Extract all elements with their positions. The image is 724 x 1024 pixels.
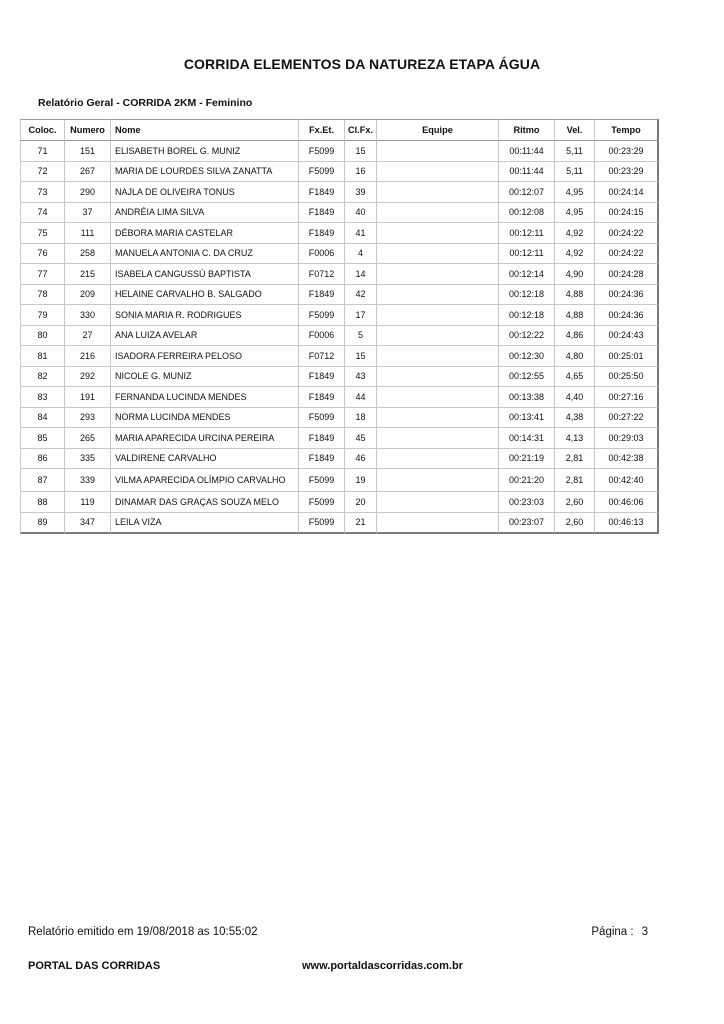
cell-velocidade: 4,40 [554, 387, 594, 408]
cell-classificacao-faixa: 17 [344, 305, 376, 326]
cell-coloc: 76 [20, 244, 64, 265]
cell-numero: 216 [64, 346, 110, 367]
cell-velocidade: 2,60 [554, 492, 594, 513]
cell-faixa-etaria: F1849 [298, 223, 344, 244]
cell-tempo: 00:24:15 [594, 203, 659, 224]
cell-nome: ISADORA FERREIRA PELOSO [110, 346, 298, 367]
report-subtitle: Relatório Geral - CORRIDA 2KM - Feminino [38, 97, 253, 109]
table-row [20, 513, 659, 535]
cell-tempo: 00:24:36 [594, 305, 659, 326]
cell-equipe [376, 141, 498, 162]
cell-classificacao-faixa: 43 [344, 367, 376, 388]
cell-ritmo: 00:14:31 [498, 428, 554, 449]
cell-velocidade: 4,88 [554, 285, 594, 306]
cell-nome: ELISABETH BOREL G. MUNIZ [110, 141, 298, 162]
cell-numero: 27 [64, 326, 110, 347]
cell-coloc: 84 [20, 408, 64, 429]
cell-velocidade: 2,81 [554, 469, 594, 492]
cell-equipe [376, 182, 498, 203]
cell-equipe [376, 492, 498, 513]
cell-classificacao-faixa: 46 [344, 449, 376, 470]
table-row [20, 285, 659, 306]
cell-ritmo: 00:12:22 [498, 326, 554, 347]
table-header-row [20, 119, 659, 141]
cell-coloc: 88 [20, 492, 64, 513]
cell-coloc: 81 [20, 346, 64, 367]
page-label: Página : [591, 926, 634, 938]
cell-tempo: 00:24:36 [594, 285, 659, 306]
cell-nome: ANDRÉIA LIMA SILVA [110, 203, 298, 224]
cell-numero: 335 [64, 449, 110, 470]
cell-faixa-etaria: F1849 [298, 182, 344, 203]
cell-classificacao-faixa: 14 [344, 264, 376, 285]
cell-faixa-etaria: F5099 [298, 492, 344, 513]
cell-nome: DÉBORA MARIA CASTELAR [110, 223, 298, 244]
cell-tempo: 00:46:13 [594, 513, 659, 535]
cell-velocidade: 4,88 [554, 305, 594, 326]
cell-ritmo: 00:12:11 [498, 223, 554, 244]
cell-classificacao-faixa: 20 [344, 492, 376, 513]
results-table [20, 119, 659, 534]
table-row [20, 449, 659, 470]
cell-velocidade: 4,95 [554, 182, 594, 203]
cell-tempo: 00:24:22 [594, 244, 659, 265]
cell-faixa-etaria: F0712 [298, 264, 344, 285]
cell-nome: ANA LUIZA AVELAR [110, 326, 298, 347]
cell-classificacao-faixa: 21 [344, 513, 376, 535]
cell-coloc: 75 [20, 223, 64, 244]
cell-tempo: 00:24:22 [594, 223, 659, 244]
cell-equipe [376, 367, 498, 388]
cell-ritmo: 00:11:44 [498, 162, 554, 183]
cell-numero: 258 [64, 244, 110, 265]
cell-numero: 215 [64, 264, 110, 285]
table-row [20, 469, 659, 492]
site-url: www.portaldascorridas.com.br [302, 960, 463, 972]
table-row [20, 244, 659, 265]
cell-faixa-etaria: F1849 [298, 203, 344, 224]
cell-tempo: 00:42:40 [594, 469, 659, 492]
table-row [20, 387, 659, 408]
header-classificacao-faixa: Cl.Fx. [344, 119, 376, 141]
cell-tempo: 00:24:43 [594, 326, 659, 347]
cell-faixa-etaria: F1849 [298, 367, 344, 388]
table-row [20, 223, 659, 244]
cell-faixa-etaria: F5099 [298, 513, 344, 535]
cell-classificacao-faixa: 45 [344, 428, 376, 449]
cell-classificacao-faixa: 5 [344, 326, 376, 347]
cell-equipe [376, 285, 498, 306]
cell-velocidade: 4,86 [554, 326, 594, 347]
table-row [20, 408, 659, 429]
cell-equipe [376, 326, 498, 347]
cell-coloc: 71 [20, 141, 64, 162]
cell-ritmo: 00:21:19 [498, 449, 554, 470]
cell-equipe [376, 223, 498, 244]
cell-velocidade: 2,81 [554, 449, 594, 470]
table-row [20, 182, 659, 203]
cell-ritmo: 00:13:38 [498, 387, 554, 408]
cell-equipe [376, 408, 498, 429]
cell-tempo: 00:24:14 [594, 182, 659, 203]
cell-faixa-etaria: F0712 [298, 346, 344, 367]
cell-velocidade: 4,95 [554, 203, 594, 224]
cell-equipe [376, 203, 498, 224]
cell-faixa-etaria: F1849 [298, 387, 344, 408]
cell-faixa-etaria: F5099 [298, 469, 344, 492]
cell-numero: 111 [64, 223, 110, 244]
cell-coloc: 87 [20, 469, 64, 492]
brand-name: PORTAL DAS CORRIDAS [28, 960, 161, 972]
cell-faixa-etaria: F1849 [298, 428, 344, 449]
cell-equipe [376, 513, 498, 535]
cell-numero: 330 [64, 305, 110, 326]
cell-nome: NORMA LUCINDA MENDES [110, 408, 298, 429]
cell-nome: VALDIRENE CARVALHO [110, 449, 298, 470]
cell-numero: 292 [64, 367, 110, 388]
cell-velocidade: 4,92 [554, 244, 594, 265]
cell-tempo: 00:29:03 [594, 428, 659, 449]
cell-nome: MARIA DE LOURDES SILVA ZANATTA [110, 162, 298, 183]
cell-coloc: 83 [20, 387, 64, 408]
cell-equipe [376, 162, 498, 183]
table-row [20, 305, 659, 326]
cell-nome: MANUELA ANTONIA C. DA CRUZ [110, 244, 298, 265]
cell-numero: 209 [64, 285, 110, 306]
cell-classificacao-faixa: 44 [344, 387, 376, 408]
cell-tempo: 00:25:01 [594, 346, 659, 367]
cell-faixa-etaria: F1849 [298, 449, 344, 470]
cell-coloc: 77 [20, 264, 64, 285]
cell-coloc: 72 [20, 162, 64, 183]
cell-numero: 151 [64, 141, 110, 162]
cell-faixa-etaria: F5099 [298, 141, 344, 162]
cell-tempo: 00:42:38 [594, 449, 659, 470]
cell-coloc: 82 [20, 367, 64, 388]
cell-tempo: 00:24:28 [594, 264, 659, 285]
cell-equipe [376, 346, 498, 367]
header-ritmo: Ritmo [498, 119, 554, 141]
cell-classificacao-faixa: 15 [344, 141, 376, 162]
cell-ritmo: 00:11:44 [498, 141, 554, 162]
table-row [20, 162, 659, 183]
cell-numero: 265 [64, 428, 110, 449]
cell-classificacao-faixa: 39 [344, 182, 376, 203]
cell-ritmo: 00:12:30 [498, 346, 554, 367]
cell-velocidade: 2,60 [554, 513, 594, 535]
cell-nome: NAJLA DE OLIVEIRA TONUS [110, 182, 298, 203]
cell-classificacao-faixa: 4 [344, 244, 376, 265]
cell-coloc: 89 [20, 513, 64, 535]
cell-classificacao-faixa: 42 [344, 285, 376, 306]
cell-coloc: 73 [20, 182, 64, 203]
cell-coloc: 85 [20, 428, 64, 449]
cell-classificacao-faixa: 41 [344, 223, 376, 244]
cell-faixa-etaria: F5099 [298, 408, 344, 429]
cell-nome: FERNANDA LUCINDA MENDES [110, 387, 298, 408]
table-row [20, 141, 659, 162]
cell-velocidade: 4,90 [554, 264, 594, 285]
cell-faixa-etaria: F5099 [298, 162, 344, 183]
cell-numero: 290 [64, 182, 110, 203]
cell-equipe [376, 305, 498, 326]
cell-ritmo: 00:12:55 [498, 367, 554, 388]
header-faixa-etaria: Fx.Et. [298, 119, 344, 141]
cell-classificacao-faixa: 18 [344, 408, 376, 429]
cell-nome: NICOLE G. MUNIZ [110, 367, 298, 388]
cell-tempo: 00:23:29 [594, 141, 659, 162]
table-row [20, 346, 659, 367]
cell-ritmo: 00:13:41 [498, 408, 554, 429]
cell-numero: 293 [64, 408, 110, 429]
cell-numero: 347 [64, 513, 110, 535]
cell-classificacao-faixa: 15 [344, 346, 376, 367]
cell-coloc: 80 [20, 326, 64, 347]
table-body [20, 141, 659, 534]
cell-tempo: 00:27:16 [594, 387, 659, 408]
header-equipe: Equipe [376, 119, 498, 141]
cell-equipe [376, 469, 498, 492]
cell-numero: 339 [64, 469, 110, 492]
cell-velocidade: 4,92 [554, 223, 594, 244]
cell-coloc: 74 [20, 203, 64, 224]
cell-ritmo: 00:12:14 [498, 264, 554, 285]
cell-equipe [376, 244, 498, 265]
cell-ritmo: 00:12:11 [498, 244, 554, 265]
cell-velocidade: 4,13 [554, 428, 594, 449]
report-title: CORRIDA ELEMENTOS DA NATUREZA ETAPA ÁGUA [183, 56, 541, 72]
cell-tempo: 00:25:50 [594, 367, 659, 388]
cell-nome: LEILA VIZA [110, 513, 298, 535]
cell-ritmo: 00:12:18 [498, 305, 554, 326]
header-velocidade: Vel. [554, 119, 594, 141]
cell-ritmo: 00:23:03 [498, 492, 554, 513]
cell-equipe [376, 387, 498, 408]
cell-velocidade: 5,11 [554, 162, 594, 183]
cell-nome: VILMA APARECIDA OLÍMPIO CARVALHO [110, 469, 298, 492]
header-nome: Nome [110, 119, 298, 141]
cell-velocidade: 5,11 [554, 141, 594, 162]
table-row [20, 492, 659, 513]
cell-nome: HELAINE CARVALHO B. SALGADO [110, 285, 298, 306]
cell-faixa-etaria: F1849 [298, 285, 344, 306]
header-numero: Numero [64, 119, 110, 141]
page-number: 3 [641, 926, 648, 938]
header-coloc: Coloc. [20, 119, 64, 141]
cell-numero: 119 [64, 492, 110, 513]
cell-velocidade: 4,80 [554, 346, 594, 367]
cell-ritmo: 00:12:18 [498, 285, 554, 306]
report-emitted-date: Relatório emitido em 19/08/2018 as 10:55:02 [28, 926, 258, 938]
cell-equipe [376, 428, 498, 449]
cell-faixa-etaria: F5099 [298, 305, 344, 326]
table-row [20, 264, 659, 285]
cell-classificacao-faixa: 19 [344, 469, 376, 492]
cell-numero: 267 [64, 162, 110, 183]
cell-numero: 37 [64, 203, 110, 224]
cell-nome: DINAMAR DAS GRAÇAS SOUZA MELO [110, 492, 298, 513]
table-row [20, 326, 659, 347]
cell-velocidade: 4,65 [554, 367, 594, 388]
cell-ritmo: 00:12:08 [498, 203, 554, 224]
cell-faixa-etaria: F0006 [298, 326, 344, 347]
page-indicator [591, 926, 648, 938]
cell-classificacao-faixa: 16 [344, 162, 376, 183]
cell-ritmo: 00:23:07 [498, 513, 554, 535]
cell-equipe [376, 264, 498, 285]
table-row [20, 367, 659, 388]
cell-numero: 191 [64, 387, 110, 408]
cell-coloc: 79 [20, 305, 64, 326]
cell-classificacao-faixa: 40 [344, 203, 376, 224]
cell-equipe [376, 449, 498, 470]
header-tempo: Tempo [594, 119, 659, 141]
cell-tempo: 00:46:06 [594, 492, 659, 513]
cell-ritmo: 00:12:07 [498, 182, 554, 203]
table-row [20, 428, 659, 449]
cell-tempo: 00:27:22 [594, 408, 659, 429]
cell-coloc: 78 [20, 285, 64, 306]
cell-tempo: 00:23:29 [594, 162, 659, 183]
table-row [20, 203, 659, 224]
cell-velocidade: 4,38 [554, 408, 594, 429]
cell-ritmo: 00:21:20 [498, 469, 554, 492]
cell-nome: ISABELA CANGUSSÚ BAPTISTA [110, 264, 298, 285]
cell-nome: MARIA APARECIDA URCINA PEREIRA [110, 428, 298, 449]
cell-coloc: 86 [20, 449, 64, 470]
cell-nome: SONIA MARIA R. RODRIGUES [110, 305, 298, 326]
cell-faixa-etaria: F0006 [298, 244, 344, 265]
